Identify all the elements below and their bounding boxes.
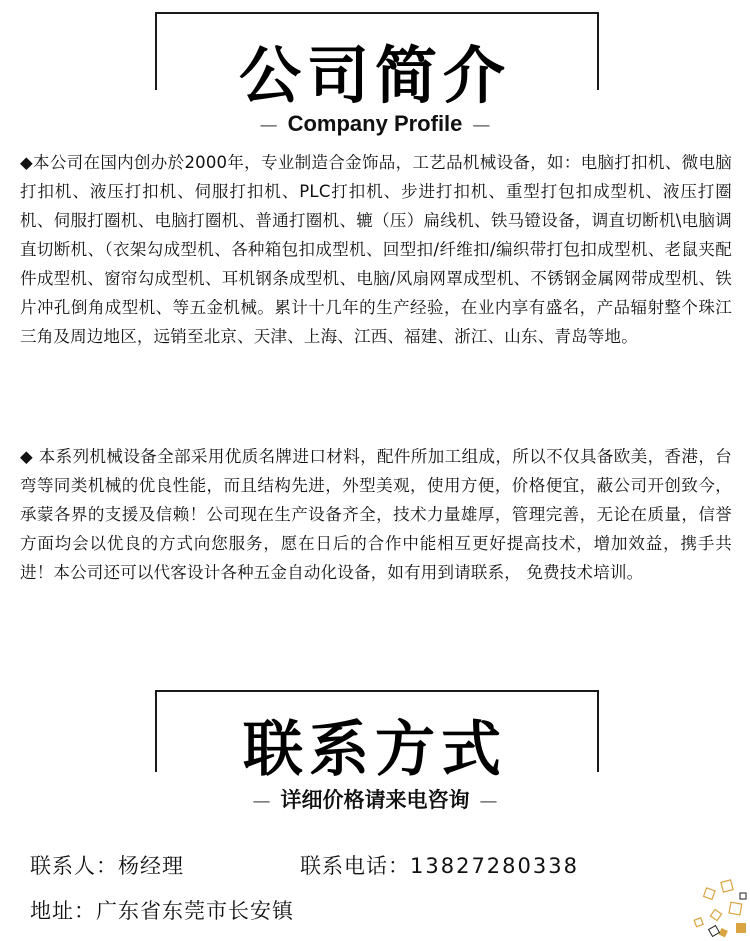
- profile-paragraph-1: ◆本公司在国内创办於2000年，专业制造合金饰品，工艺品机械设备，如：电脑打扣机、微电脑打扣机、液压打扣机、伺服打扣机、PLC打扣机、步进打扣机、重型打包扣成型机、液压打圈机、伺服打圈机、电脑打圈机、普通打圈机、辘（压）扁线机、铁马镫设备，调直切断机\电脑调直切断机、（衣架勾成型机、各种箱包扣成型机、回型扣/纤维扣/编织带打包扣成型机、老鼠夹配件成型机、窗帘勾成型机、耳机钢条成型机、电脑/风扇网罩成型机、不锈钢金属网带成型机、铁片冲孔倒角成型机、等五金机械。累计十几年的生产经验，在业内享有盛名，产品辐射整个珠江三角及周边地区，远销至北京、天津、上海、江西、福建、浙江、山东、青岛等地。: [20, 153, 732, 346]
- subtitle-dash-left: —: [252, 791, 271, 812]
- contact-person-value: 杨经理: [118, 854, 184, 878]
- profile-title: 公司简介: [225, 36, 525, 116]
- contact-phone-value[interactable]: 13827280338: [410, 854, 579, 878]
- contact-subtitle: 详细价格请来电咨询: [280, 788, 470, 812]
- profile-title-wrap: [0, 36, 750, 116]
- contact-person: [30, 850, 184, 880]
- profile-subtitle: Company Profile: [287, 111, 463, 136]
- contact-person-label: 联系人：: [30, 854, 118, 878]
- contact-address: [30, 895, 294, 925]
- profile-subtitle-row: [0, 110, 750, 140]
- contact-address-value: 广东省东莞市长安镇: [96, 899, 294, 923]
- contact-address-label: 地址：: [30, 899, 96, 923]
- subtitle-dash-right: —: [472, 115, 491, 136]
- profile-paragraph-2: ◆ 本系列机械设备全部采用优质名牌进口材料，配件所加工组成，所以不仅具备欧美，香港，台弯等同类机械的优良性能，而且结构先进，外型美观，使用方便，价格便宜，蔽公司开创致今，承蒙各界的支援及信赖！公司现在生产设备齐全，技术力量雄厚，管理完善，无论在质量，信誉方面均会以优良的方式向您服务，愿在日后的合作中能相互更好提高技术，增加效益，携手共进！本公司还可以代客设计各种五金自动化设备，如有用到请联系， 免费技术培训。: [20, 447, 732, 582]
- subtitle-dash-right: —: [479, 791, 498, 812]
- subtitle-dash-left: —: [259, 115, 278, 136]
- contact-title: 联系方式: [229, 712, 521, 788]
- contact-phone-label: 联系电话：: [300, 854, 410, 878]
- decorative-corner-graphic: [650, 871, 750, 941]
- contact-phone: [300, 850, 579, 880]
- contact-title-wrap: [0, 712, 750, 788]
- contact-subtitle-row: [0, 785, 750, 817]
